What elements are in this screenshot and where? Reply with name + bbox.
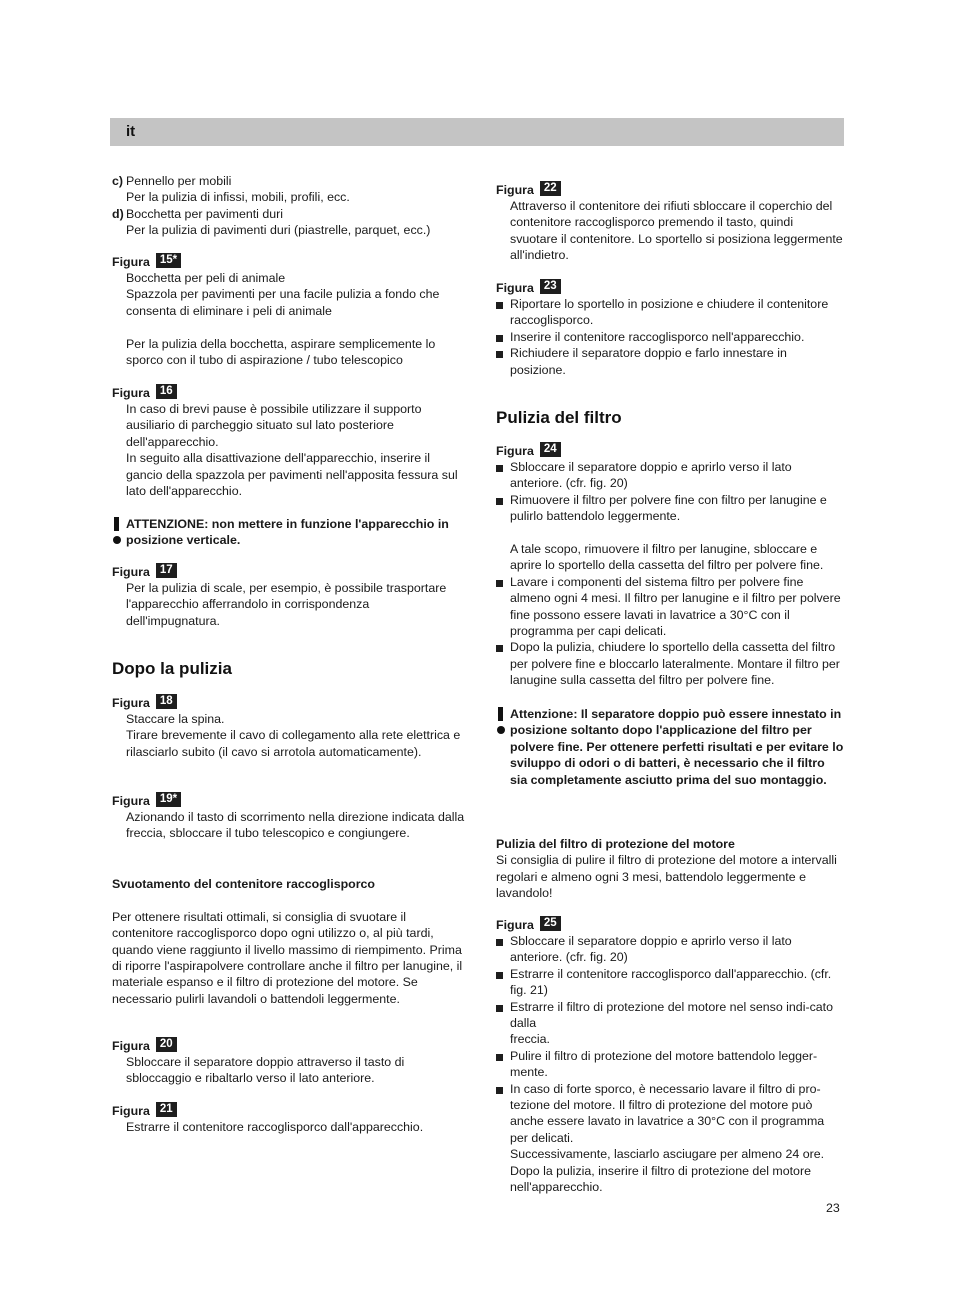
figure-block-25: [496, 915, 844, 1196]
list-item: Pulire il filtro di protezione del motore battendolo legger-mente.: [496, 1048, 844, 1081]
list-item: Estrarre il contenitore raccoglisporco dall'apparecchio. (cfr. fig. 21): [496, 966, 844, 999]
list-item: Sbloccare il separatore doppio e aprirlo verso il lato anteriore. (cfr. fig. 20): [496, 933, 844, 966]
square-bullet-icon: [496, 459, 510, 492]
figure-block-21: [112, 1101, 464, 1135]
language-code: it: [126, 123, 136, 140]
figure-number-badge: 17: [156, 563, 177, 578]
figure-text: Per la pulizia di scale, per esempio, è possibile trasportare l'apparecchio afferrandolo in corrispondenza dell'impugnatura.: [126, 581, 447, 628]
figure-label: Figura: [496, 444, 534, 458]
square-bullet-icon: [496, 492, 510, 525]
paragraph: A tale scopo, rimuovere il filtro per lanugine, sbloccare e aprire lo sportello della cassetta del filtro per polvere fine.: [510, 542, 824, 573]
square-bullet-icon: [496, 296, 510, 329]
square-bullet-icon: [496, 966, 510, 999]
section-heading-dopo-la-pulizia: Dopo la pulizia: [112, 659, 232, 678]
figure-label: Figura: [112, 1104, 150, 1118]
square-bullet-icon: [496, 574, 510, 640]
figure-text: Tirare brevemente il cavo di collegamento alla rete elettrica e rilasciarlo subito (il cavo si arrotola automaticamente).: [126, 728, 461, 759]
figure-label: Figura: [112, 386, 150, 400]
paragraph: Si consiglia di pulire il filtro di protezione del motore a intervalli regolari e almeno ogni 3 mesi, battendolo leggermente e lavandolo!: [496, 853, 837, 901]
warning-exclamation-icon: [496, 706, 510, 788]
figure-label: Figura: [112, 696, 150, 710]
square-bullet-icon: [496, 639, 510, 688]
figure-text: Per la pulizia della bocchetta, aspirare semplicemente lo sporco con il tubo di aspirazione / tubo telescopico: [126, 336, 436, 368]
warning-note: [496, 706, 844, 788]
item-description: Per la pulizia di infissi, mobili, profili, ecc.: [126, 190, 350, 205]
figure-number-badge: 15*: [156, 253, 181, 268]
figure-block-19: [112, 791, 464, 842]
figure-text: Staccare la spina.: [126, 712, 225, 726]
figure-text: Estrarre il contenitore raccoglisporco dall'apparecchio.: [126, 1120, 424, 1134]
figure-text: Azionando il tasto di scorrimento nella direzione indicata dalla freccia, sbloccare il tubo telescopico e congiungere.: [126, 810, 465, 841]
list-item: Rimuovere il filtro per polvere fine con filtro per lanugine e pulirlo battendolo leggermente.: [496, 492, 844, 525]
figure-label: Figura: [496, 281, 534, 295]
square-bullet-icon: [496, 329, 510, 345]
figure-label: Figura: [112, 1039, 150, 1053]
list-item: Dopo la pulizia, chiudere lo sportello della cassetta del filtro per polvere fine e bloccarlo lateralmente. Montare il filtro per lanugine sulla cassetta del filtro per polvere fine.: [496, 639, 844, 688]
paragraph: Per ottenere risultati ottimali, si consiglia di svuotare il contenitore raccoglisporco dopo ogni utilizzo o, al più tardi, quando viene raggiunto il livello massimo di riempimento. Prima di riporre l'aspirapolvere controllare anche il filtro per lanugine, il materiale espanso e il filtro di protezione del motore. Se necessario pulirli lavandoli o battendoli leggermente.: [112, 909, 463, 1006]
figure-number-badge: 23: [540, 279, 561, 294]
list-item: Riportare lo sportello in posizione e chiudere il contenitore raccoglisporco.: [496, 296, 844, 329]
figure-number-badge: 24: [540, 442, 561, 457]
motor-filter-section: [496, 836, 844, 902]
list-item: Sbloccare il separatore doppio e aprirlo verso il lato anteriore. (cfr. fig. 20): [496, 459, 844, 492]
item-title: Bocchetta per pavimenti duri: [126, 206, 284, 221]
figure-block-20: [112, 1036, 464, 1087]
figure-number-badge: 25: [540, 916, 561, 931]
section-heading-pulizia-del-filtro: Pulizia del filtro: [496, 408, 622, 427]
figure-text: Spazzola per pavimenti per una facile pulizia a fondo che consenta di eliminare i peli di animale: [126, 287, 440, 318]
warning-note: [112, 516, 464, 549]
figure-number-badge: 21: [156, 1102, 177, 1117]
subsection-heading: Svuotamento del contenitore raccoglisporco: [112, 877, 376, 891]
square-bullet-icon: [496, 345, 510, 378]
figure-text: In caso di brevi pause è possibile utilizzare il supporto ausiliario di parcheggio situato sul lato posteriore dell'apparecchio.: [126, 402, 422, 449]
warning-text: ATTENZIONE: non mettere in funzione l'apparecchio in posizione verticale.: [126, 517, 449, 548]
warning-exclamation-icon: [112, 516, 126, 549]
figure-block-24: [496, 441, 844, 689]
square-bullet-icon: [496, 933, 510, 966]
figure-label: Figura: [496, 918, 534, 932]
accessory-list: [112, 173, 464, 239]
figure-label: Figura: [496, 183, 534, 197]
language-header-bar: [110, 118, 844, 146]
figure-text: In seguito alla disattivazione dell'apparecchio, inserire il gancio della spazzola per pavimenti nell'apposita fessura sul lato dell'apparecchio.: [126, 451, 458, 499]
item-title: Pennello per mobili: [126, 174, 232, 188]
figure-number-badge: 16: [156, 384, 177, 399]
figure-block-15: [112, 252, 464, 368]
figure-label: Figura: [112, 565, 150, 579]
item-letter: d): [112, 206, 124, 221]
figure-number-badge: 22: [540, 181, 561, 196]
square-bullet-icon: [496, 1081, 510, 1196]
figure-number-badge: 19*: [156, 792, 181, 807]
subsection-heading: Pulizia del filtro di protezione del motore: [496, 837, 735, 851]
figure-label: Figura: [112, 794, 150, 808]
figure-label: Figura: [112, 255, 150, 269]
figure-block-17: [112, 562, 464, 629]
figure-number-badge: 20: [156, 1037, 177, 1052]
item-letter: c): [112, 174, 124, 188]
list-item: Inserire il contenitore raccoglisporco nell'apparecchio.: [496, 329, 844, 345]
figure-text: Attraverso il contenitore dei rifiuti sbloccare il coperchio del contenitore raccoglisporco premendo il tasto, quindi svuotare il contenitore. Lo sportello si posiziona leggermente all'indietro.: [510, 199, 843, 263]
figure-text: Bocchetta per peli di animale: [126, 271, 286, 285]
list-item: In caso di forte sporco, è necessario lavare il filtro di pro-tezione del motore. Il filtro di protezione del motore può anche essere lavato in lavatrice a 30°C con il programma per delicati. Successivamente, lasciarlo asciugare per almeno 24 ore. Dopo la pulizia, inserire il filtro di protezione del motore nell'apparecchio.: [496, 1081, 844, 1196]
figure-block-18: [112, 693, 464, 760]
list-item: Lavare i componenti del sistema filtro per polvere fine almeno ogni 4 mesi. Il filtro per lanugine e il filtro per polvere fine possono essere lavati in lavatrice a 30°C con il programma per capi delicati.: [496, 574, 844, 640]
item-description: Per la pulizia di pavimenti duri (piastrelle, parquet, ecc.): [126, 223, 431, 238]
square-bullet-icon: [496, 999, 510, 1048]
list-item: Estrarre il filtro di protezione del motore nel senso indi-cato dalla freccia.: [496, 999, 844, 1048]
figure-number-badge: 18: [156, 694, 177, 709]
warning-text: Attenzione: Il separatore doppio può essere innestato in posizione soltanto dopo l'applicazione del filtro per polvere fine. Per ottenere perfetti risultati e per evitare lo sviluppo di odori o di batteri, è necessario che il filtro sia completamente asciutto prima del suo montaggio.: [510, 707, 844, 787]
page-number: 23: [826, 1201, 840, 1215]
figure-block-23: [496, 278, 844, 378]
square-bullet-icon: [496, 1048, 510, 1081]
figure-block-16: [112, 383, 464, 499]
figure-block-22: [496, 180, 844, 264]
figure-text: Sbloccare il separatore doppio attraverso il tasto di sbloccaggio e ribaltarlo verso il lato anteriore.: [126, 1055, 405, 1086]
svuotamento-section: [112, 876, 464, 1007]
list-item: Richiudere il separatore doppio e farlo innestare in posizione.: [496, 345, 844, 378]
